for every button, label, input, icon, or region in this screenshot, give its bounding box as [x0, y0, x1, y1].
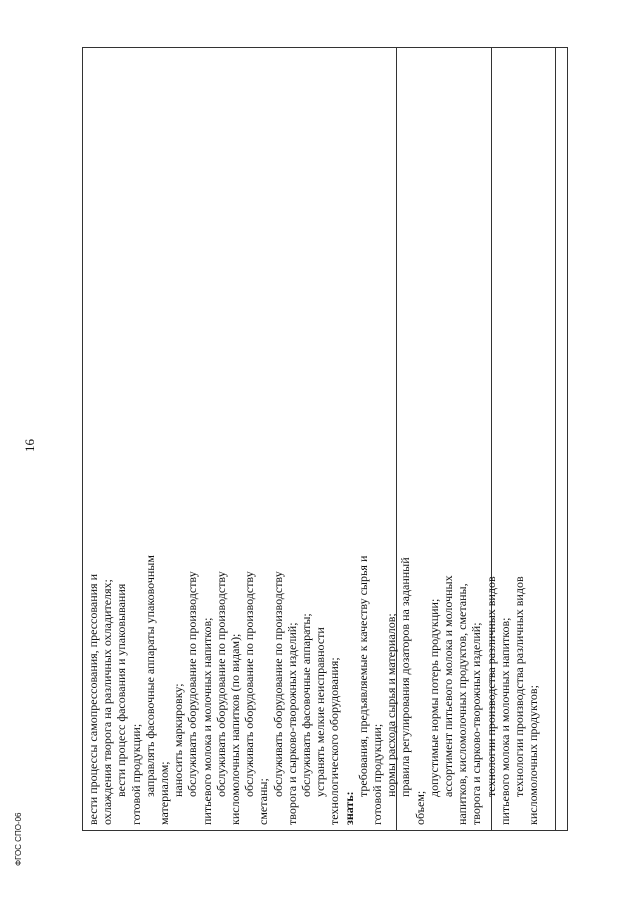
- skills-knowledge-cell: [82, 47, 560, 831]
- content-line: творога и сырково-творожных изделий;: [469, 622, 484, 825]
- content-line: охлаждения творога на различных охладителях;: [100, 579, 115, 825]
- content-line: объем;: [412, 790, 427, 825]
- content-line: ассортимент питьевого молока и молочных: [441, 575, 456, 797]
- content-line: напитков, кисломолочных продуктов, сметаны,: [455, 583, 470, 825]
- content-line: кисломолочных напитков (по видам);: [228, 633, 243, 825]
- content-line: обслуживать оборудование по производству: [242, 571, 257, 797]
- content-line: сметаны;: [256, 778, 271, 825]
- content-line: обслуживать оборудование по производству: [270, 571, 285, 797]
- content-line: допустимые нормы потерь продукции;: [426, 598, 441, 797]
- content-line: нормы расхода сырья и материалов;: [384, 613, 399, 797]
- content-line: технологии производства различных видов: [483, 576, 498, 797]
- content-line: правила регулирования дозаторов на заданный: [398, 557, 413, 797]
- content-line: вести процесс фасования и упаковывания: [114, 583, 129, 797]
- page-number: 16: [22, 439, 37, 452]
- content-line: питьевого молока и молочных напитков;: [497, 617, 512, 825]
- content-line: обслуживать оборудование по производству: [185, 571, 200, 797]
- content-line: наносить маркировку;: [171, 683, 186, 797]
- content-line: знать:: [341, 791, 356, 825]
- content-line: вести процессы самопрессования, прессования и: [86, 573, 100, 825]
- content-line: готовой продукции;: [128, 723, 143, 825]
- content-line: технологии производства различных видов: [512, 576, 527, 797]
- content-line: технологического оборудования;: [327, 657, 342, 825]
- content-line: кисломолочных продуктов;: [526, 685, 541, 825]
- content-line: требования, предъявляемые к качеству сырья и: [355, 555, 370, 797]
- content-line: материалом;: [157, 761, 172, 825]
- content-line: обслуживать оборудование по производству: [213, 571, 228, 797]
- content-line: готовой продукции;: [370, 723, 385, 825]
- content-line: заправлять фасовочные аппараты упаковочным: [142, 555, 157, 797]
- content-line: устранять мелкие неисправности: [313, 627, 328, 797]
- footer-label: ФГОС СПО-06: [14, 812, 23, 866]
- content-line: обслуживать фасовочные аппараты;: [299, 613, 314, 797]
- content-line: питьевого молока и молочных напитков;: [199, 617, 214, 825]
- content-line: творога и сырково-творожных изделий;: [284, 622, 299, 825]
